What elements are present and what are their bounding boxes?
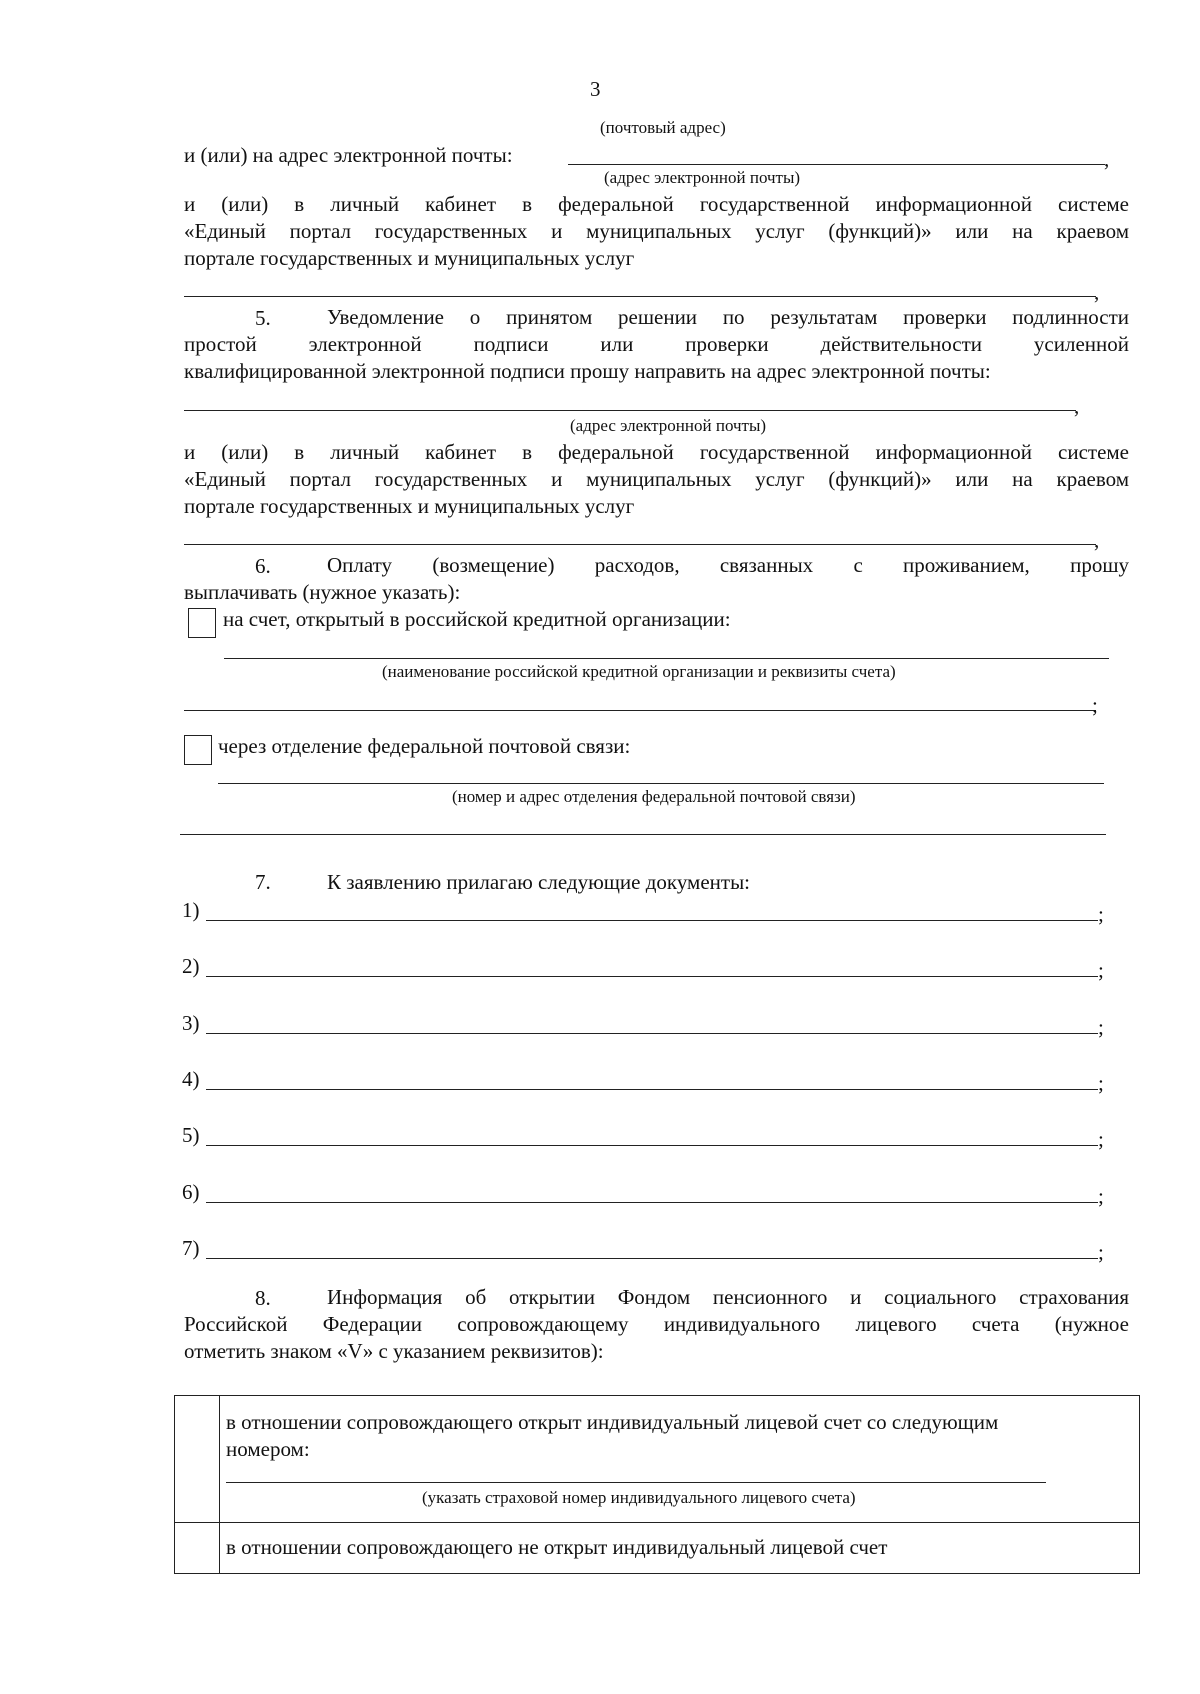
item7-number: 7. xyxy=(255,870,271,894)
post-input-line-1[interactable] xyxy=(218,783,1104,784)
bank-input-line-1[interactable] xyxy=(224,658,1109,659)
email-line-label: и (или) на адрес электронной почты: xyxy=(184,143,513,167)
row1-text-line-2: номером: xyxy=(226,1437,310,1461)
doc-entry-line[interactable] xyxy=(206,1145,1098,1146)
doc-entry-semicolon: ; xyxy=(1098,1071,1104,1095)
bank-input-line-2[interactable] xyxy=(184,710,1096,711)
caption-bank: (наименование российской кредитной организации и реквизиты счета) xyxy=(382,662,896,681)
doc-entry-label: 7) xyxy=(182,1236,200,1260)
caption-postal-address: (почтовый адрес) xyxy=(600,118,726,137)
doc-entry-line[interactable] xyxy=(206,1258,1098,1259)
table-row-divider xyxy=(175,1522,1139,1523)
item5-paragraph: Уведомление о принятом решении по результатам проверки подлинности простой электронной подписи или проверки действительности усиленной квалифицированной электронной подписи прошу направить на адрес электронной почты: xyxy=(184,305,1129,383)
doc-entry-label: 3) xyxy=(182,1011,200,1035)
bank-account-checkbox[interactable] xyxy=(188,608,216,638)
caption-email-address: (адрес электронной почты) xyxy=(604,168,801,187)
option-bank-label: на счет, открытый в российской кредитной организации: xyxy=(223,607,731,631)
caption-snils: (указать страховой номер индивидуального лицевого счета) xyxy=(422,1488,856,1507)
item8-number: 8. xyxy=(255,1286,271,1310)
doc-entry-label: 2) xyxy=(182,954,200,978)
doc-entry-line[interactable] xyxy=(206,1202,1098,1203)
doc-entry-semicolon: ; xyxy=(1098,1015,1104,1039)
row1-text-line-1: в отношении сопровождающего открыт индивидуальный лицевой счет со следующим xyxy=(226,1410,999,1434)
cabinet-input-line-1[interactable] xyxy=(184,296,1096,297)
doc-entry-semicolon: ; xyxy=(1098,1127,1104,1151)
doc-entry-semicolon: ; xyxy=(1098,1240,1104,1264)
item6-paragraph: Оплату (возмещение) расходов, связанных с проживанием, прошу выплачивать (нужное указать): xyxy=(184,553,1129,604)
item5-number: 5. xyxy=(255,306,271,330)
doc-entry-label: 6) xyxy=(182,1180,200,1204)
cabinet-line-comma-1: , xyxy=(1094,280,1100,304)
email-input-line[interactable] xyxy=(568,164,1105,165)
doc-entry-line[interactable] xyxy=(206,920,1098,921)
option-post-label: через отделение федеральной почтовой связи: xyxy=(218,734,631,758)
row2-text: в отношении сопровождающего не открыт индивидуальный лицевой счет xyxy=(226,1535,888,1559)
row2-checkbox-cell[interactable] xyxy=(176,1523,218,1571)
page-number: 3 xyxy=(590,77,601,101)
doc-entry-semicolon: ; xyxy=(1098,902,1104,926)
doc-entry-line[interactable] xyxy=(206,1089,1098,1090)
doc-entry-line[interactable] xyxy=(206,1033,1098,1034)
table-column-divider xyxy=(219,1396,220,1573)
item6-number: 6. xyxy=(255,554,271,578)
item7-text: К заявлению прилагаю следующие документы: xyxy=(327,870,751,894)
doc-entry-semicolon: ; xyxy=(1098,1184,1104,1208)
cabinet-input-line-2[interactable] xyxy=(184,544,1096,545)
post-office-checkbox[interactable] xyxy=(184,735,212,765)
doc-entry-label: 1) xyxy=(182,898,200,922)
doc-entry-semicolon: ; xyxy=(1098,958,1104,982)
item5-comma: , xyxy=(1074,394,1080,418)
bank-line-semicolon: ; xyxy=(1092,693,1098,717)
item8-paragraph: Информация об открытии Фондом пенсионного и социального страхования Российской Федерации сопровождающему индивидуального лицевого счета (нужное отметить знаком «V» с указанием реквизитов): xyxy=(184,1285,1129,1363)
row1-checkbox-cell[interactable] xyxy=(176,1397,218,1519)
cabinet-paragraph-2: и (или) в личный кабинет в федеральной государственной информационной системе «Единый портал государственных и муниципальных услуг (функций)» или на краевом портале государственных и муниципальных услуг xyxy=(184,440,1129,518)
doc-entry-line[interactable] xyxy=(206,976,1098,977)
item5-email-input-line[interactable] xyxy=(184,410,1076,411)
caption-post: (номер и адрес отделения федеральной почтовой связи) xyxy=(452,787,856,806)
doc-entry-label: 5) xyxy=(182,1123,200,1147)
email-line-comma: , xyxy=(1104,147,1110,171)
cabinet-paragraph: и (или) в личный кабинет в федеральной государственной информационной системе «Единый портал государственных и муниципальных услуг (функций)» или на краевом портале государственных и муниципальных услуг xyxy=(184,192,1129,270)
post-input-line-2[interactable] xyxy=(180,834,1106,835)
item5-caption-email: (адрес электронной почты) xyxy=(570,416,767,435)
cabinet-line-comma-2: , xyxy=(1094,528,1100,552)
snils-input-line[interactable] xyxy=(226,1482,1046,1483)
doc-entry-label: 4) xyxy=(182,1067,200,1091)
